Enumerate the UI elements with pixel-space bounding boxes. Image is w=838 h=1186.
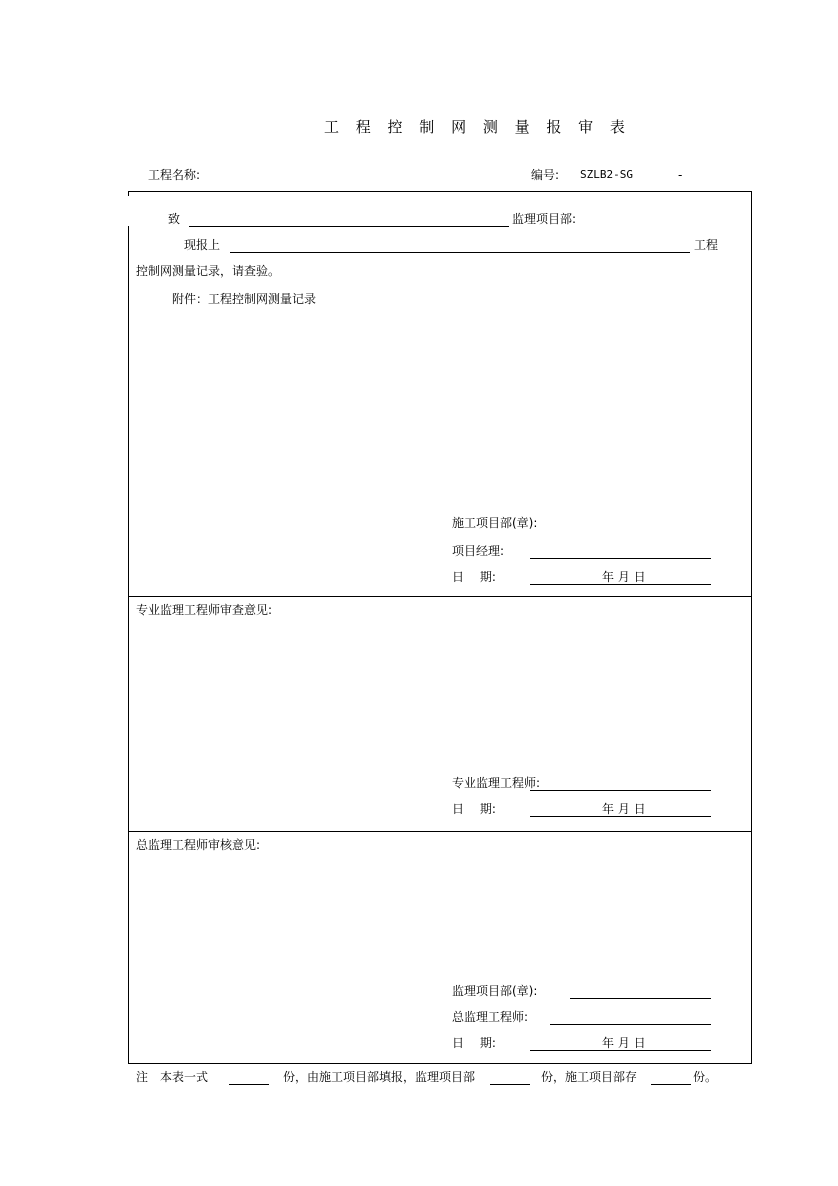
note-part2: 份，由施工项目部填报，监理项目部 (283, 1070, 476, 1084)
to-recipient-field[interactable] (189, 226, 509, 227)
number-value: SZLB2-SG (580, 168, 633, 181)
note-part4: 份。 (693, 1070, 718, 1084)
number-label: 编号: (531, 168, 560, 182)
chief-engineer-field[interactable] (550, 1024, 711, 1025)
chief-review-heading: 总监理工程师审核意见: (136, 838, 261, 852)
date-label-1: 日 期: (452, 570, 496, 584)
date-ymd-3: 年 月 日 (602, 1036, 646, 1050)
to-suffix: 监理项目部: (512, 212, 577, 226)
date-label-3: 日 期: (452, 1036, 496, 1050)
date-field-2[interactable] (530, 816, 711, 817)
copies-total-field[interactable] (229, 1084, 269, 1085)
supervising-engineer-label: 专业监理工程师: (452, 776, 541, 790)
supervising-engineer-field[interactable] (530, 790, 711, 791)
date-field-3[interactable] (530, 1050, 711, 1051)
number-suffix: - (678, 168, 683, 182)
copies-construction-field[interactable] (651, 1084, 691, 1085)
report-project-field[interactable] (230, 252, 690, 253)
project-manager-field[interactable] (530, 558, 711, 559)
report-suffix: 工程 (694, 238, 719, 252)
section-divider-1 (128, 596, 752, 597)
supervision-dept-field[interactable] (570, 998, 711, 999)
section-divider-2 (128, 831, 752, 832)
attachment-text: 附件：工程控制网测量记录 (172, 292, 317, 306)
date-label-2: 日 期: (452, 802, 496, 816)
date-ymd-1: 年 月 日 (602, 570, 646, 584)
report-line2: 控制网测量记录，请查验。 (136, 264, 281, 278)
supervisor-review-heading: 专业监理工程师审查意见: (136, 603, 273, 617)
form-title: 工 程 控 制 网 测 量 报 审 表 (324, 118, 631, 136)
project-manager-label: 项目经理: (452, 544, 505, 558)
supervision-dept-label: 监理项目部(章): (452, 984, 538, 998)
to-label: 致 (168, 212, 181, 226)
form-box (128, 191, 752, 1064)
chief-engineer-label: 总监理工程师: (452, 1010, 529, 1024)
project-name-label: 工程名称: (148, 168, 201, 182)
note-part1: 本表一式 (160, 1070, 209, 1084)
note-label: 注 (136, 1070, 149, 1084)
border-gap (127, 196, 130, 226)
date-field-1[interactable] (530, 584, 711, 585)
report-prefix: 现报上 (184, 238, 221, 252)
construction-dept-label: 施工项目部(章): (452, 516, 538, 530)
date-ymd-2: 年 月 日 (602, 802, 646, 816)
copies-supervision-field[interactable] (490, 1084, 530, 1085)
note-part3: 份，施工项目部存 (541, 1070, 638, 1084)
